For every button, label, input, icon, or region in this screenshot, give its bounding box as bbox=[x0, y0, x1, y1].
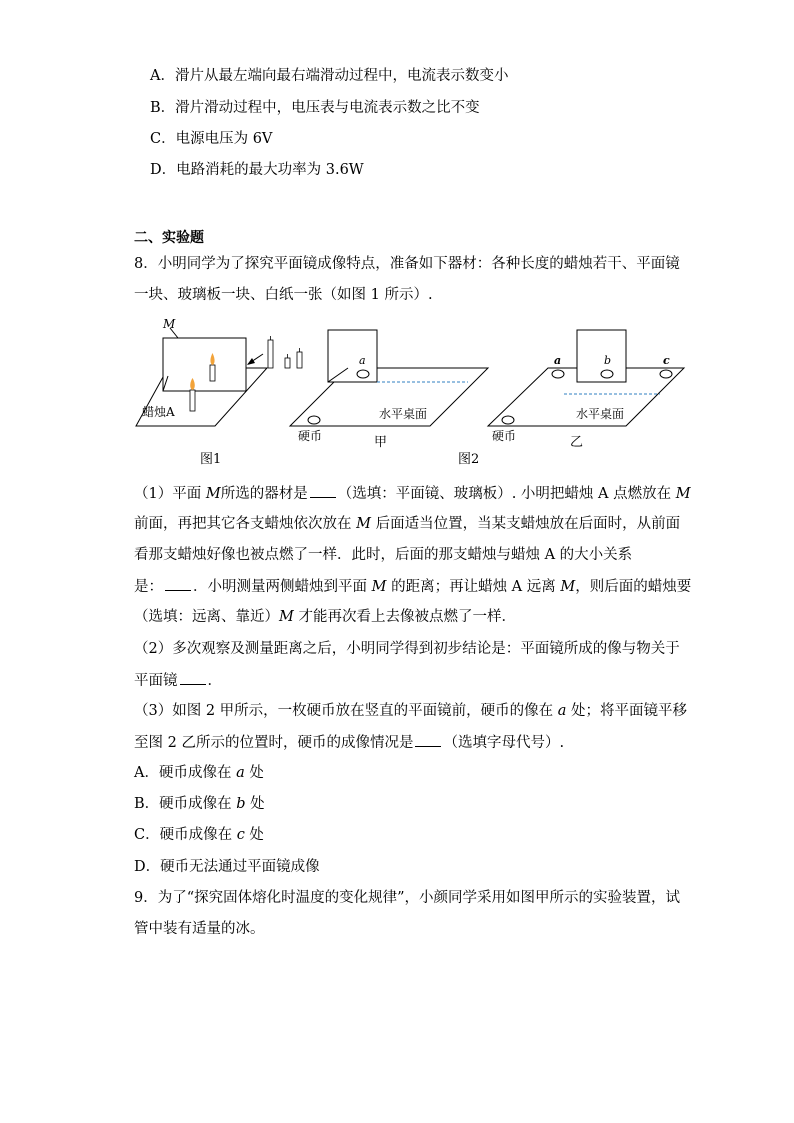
blank-2[interactable] bbox=[165, 576, 191, 591]
q8-p2-line1: （2）多次观察及测量距离之后，小明同学得到初步结论是：平面镜所成的像与物关于 bbox=[134, 641, 680, 657]
var-m: M bbox=[205, 486, 221, 502]
jia-coin bbox=[308, 416, 320, 424]
var-a: a bbox=[557, 703, 567, 719]
option-b: B．滑片滑动过程中，电压表与电流表示数之比不变 bbox=[150, 100, 480, 116]
text: （选填字母代号）. bbox=[443, 735, 565, 751]
text: 的距离；再让蜡烛 A 远离 bbox=[386, 579, 561, 595]
text: 处 bbox=[244, 765, 264, 781]
var-m: M bbox=[356, 516, 371, 532]
text: 处；将平面镜平移 bbox=[566, 703, 688, 719]
text: （选填：平面镜、玻璃板）. 小明把蜡烛 A 点燃放在 bbox=[337, 486, 676, 502]
q8-p1-line2 bbox=[134, 514, 680, 534]
q8-intro-line2: 一块、玻璃板一块、白纸一张（如图 1 所示）. bbox=[134, 287, 433, 303]
var: b bbox=[236, 796, 246, 812]
jia-table-label: 水平桌面 bbox=[379, 407, 428, 421]
var: a bbox=[236, 765, 245, 781]
fig1-candle-label: 蜡烛A bbox=[142, 405, 175, 419]
q8-p2-line2 bbox=[134, 670, 222, 691]
q8-option-b bbox=[134, 794, 265, 814]
experiment-figure bbox=[130, 316, 690, 468]
var-m: M bbox=[560, 579, 576, 595]
blank-1[interactable] bbox=[310, 483, 336, 498]
var-m: M bbox=[675, 486, 691, 502]
option-c: C．电源电压为 6V bbox=[150, 131, 273, 147]
q9-line2: 管中装有适量的冰。 bbox=[134, 921, 265, 937]
text: 所选的器材是 bbox=[220, 486, 308, 502]
q8-p3-line1 bbox=[134, 701, 687, 721]
yi-point-a: a bbox=[554, 354, 562, 367]
q8-option-a bbox=[134, 763, 264, 783]
text: （1）平面 bbox=[134, 486, 206, 502]
jia-coin-label: 硬币 bbox=[298, 429, 323, 443]
q8-p1-line4 bbox=[134, 576, 691, 597]
option-a: A．滑片从最左端向最右端滑动过程中，电流表示数变小 bbox=[150, 68, 509, 84]
q8-p3-line2 bbox=[134, 732, 564, 753]
yi-point-a-mark bbox=[552, 370, 564, 378]
fig1-caption: 图1 bbox=[200, 452, 222, 467]
yi-point-c: c bbox=[663, 354, 670, 367]
fig1-mirror-label: M bbox=[163, 317, 176, 331]
text: 才能再次看上去像被点燃了一样． bbox=[293, 609, 516, 625]
fig2-caption: 图2 bbox=[458, 452, 480, 467]
text: 前面，再把其它各支蜡烛依次放在 bbox=[134, 516, 357, 532]
text: B．硬币成像在 bbox=[134, 796, 237, 812]
q8-intro-line1: 8．小明同学为了探究平面镜成像特点，准备如下器材：各种长度的蜡烛若干、平面镜 bbox=[134, 256, 680, 272]
text: 至图 2 乙所示的位置时，硬币的成像情况是 bbox=[134, 735, 414, 751]
q8-option-c bbox=[134, 825, 264, 845]
fig2-jia-mirror bbox=[328, 330, 377, 382]
var-m: M bbox=[279, 609, 294, 625]
text: 是： bbox=[134, 579, 163, 595]
jia-point-a: a bbox=[359, 354, 366, 367]
fig1-glass-plate bbox=[163, 338, 246, 391]
candle-a-icon bbox=[190, 378, 195, 411]
var-m: M bbox=[371, 579, 387, 595]
q8-p1-line3: 看那支蜡烛好像也被点燃了一样．此时，后面的那支蜡烛与蜡烛 A 的大小关系 bbox=[134, 547, 633, 563]
text: 处 bbox=[245, 796, 265, 812]
text: 处 bbox=[244, 827, 264, 843]
text: C．硬币成像在 bbox=[134, 827, 237, 843]
jia-label: 甲 bbox=[374, 435, 388, 450]
q8-p1-line1 bbox=[134, 483, 691, 504]
blank-4[interactable] bbox=[415, 732, 441, 747]
blank-3[interactable] bbox=[180, 670, 206, 685]
var: c bbox=[236, 827, 245, 843]
text: 平面镜 bbox=[134, 673, 178, 689]
q8-p1-line5 bbox=[134, 607, 516, 627]
yi-point-b: b bbox=[604, 354, 612, 367]
text: A．硬币成像在 bbox=[134, 765, 237, 781]
yi-point-c-mark bbox=[660, 370, 672, 378]
yi-table-label: 水平桌面 bbox=[576, 407, 625, 421]
option-d: D．电路消耗的最大功率为 3.6W bbox=[150, 162, 364, 178]
yi-coin-label: 硬币 bbox=[492, 429, 517, 443]
section-title: 二、实验题 bbox=[134, 230, 204, 246]
yi-coin bbox=[502, 416, 514, 424]
text: ． bbox=[207, 673, 222, 689]
q9-line1: 9．为了“探究固体熔化时温度的变化规律”，小颜同学采用如图甲所示的实验装置，试 bbox=[134, 890, 681, 906]
text: ．小明测量两侧蜡烛到平面 bbox=[193, 579, 372, 595]
spare-candles-icon bbox=[268, 336, 302, 368]
text: 后面适当位置，当某支蜡烛放在后面时，从前面 bbox=[370, 516, 681, 532]
text: ，则后面的蜡烛要 bbox=[575, 579, 692, 595]
text: （3）如图 2 甲所示，一枚硬币放在竖直的平面镜前，硬币的像在 bbox=[134, 703, 558, 719]
text: （选填：远离、靠近） bbox=[134, 609, 279, 625]
q8-option-d: D．硬币无法通过平面镜成像 bbox=[134, 859, 320, 875]
yi-label: 乙 bbox=[570, 435, 584, 450]
